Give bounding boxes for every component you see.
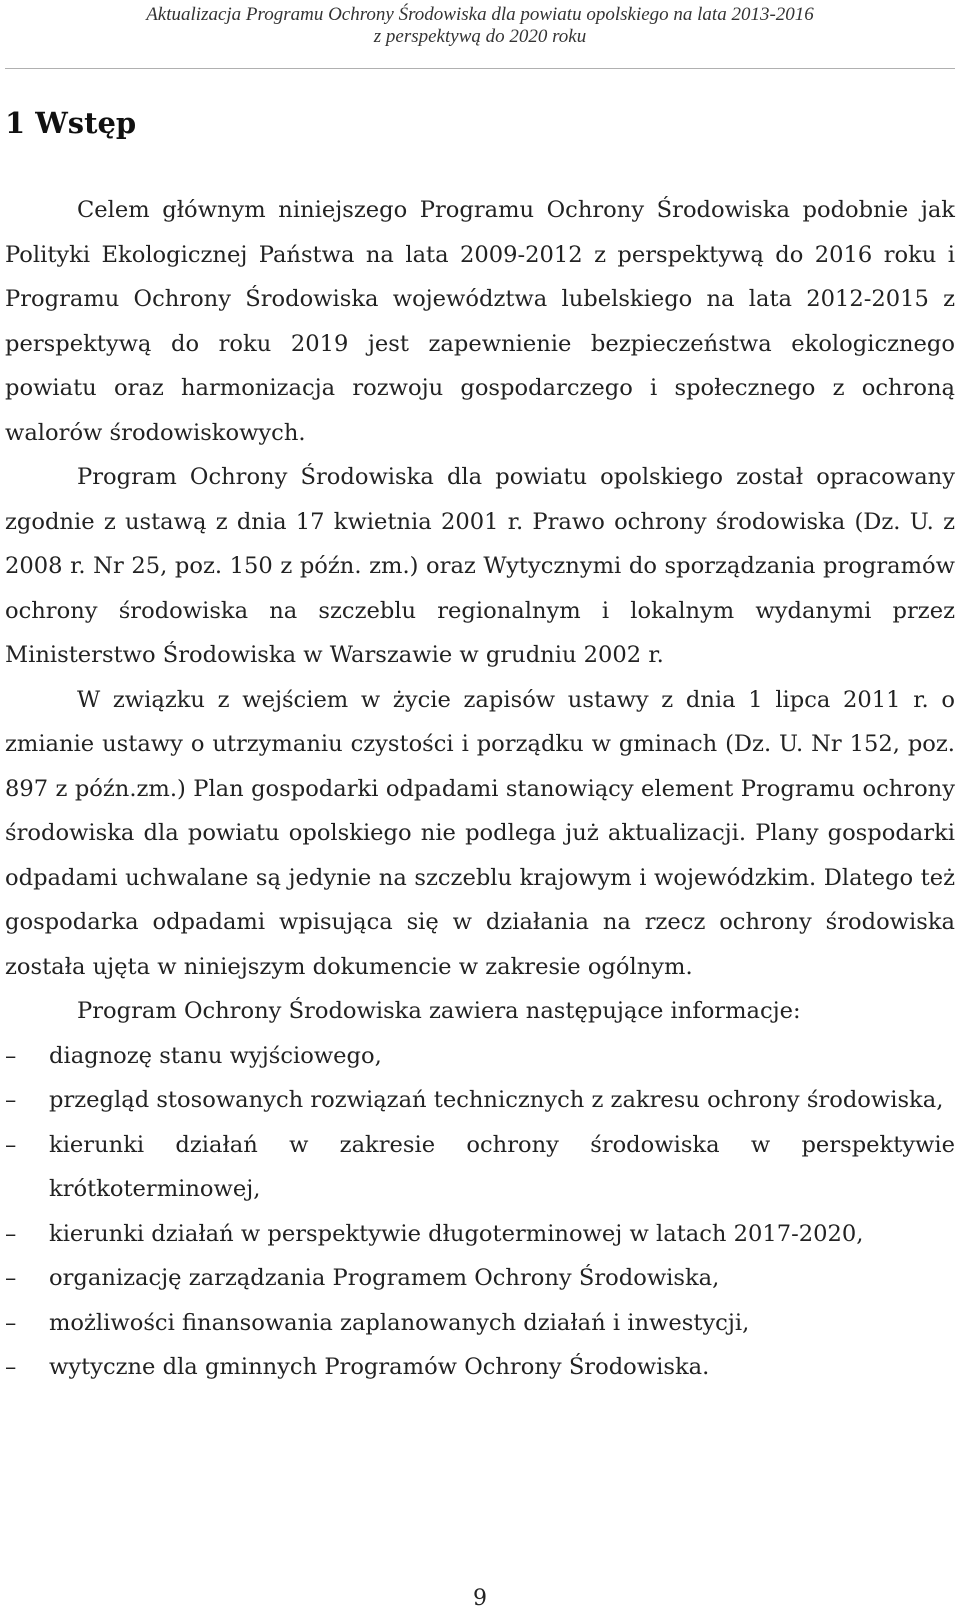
list-marker: – <box>5 1087 17 1113</box>
paragraph-waste-plan: W związku z wejściem w życie zapisów ustawy z dnia 1 lipca 2011 r. o zmianie ustawy o utrzymaniu czystości i porządku w gminach (Dz. U. Nr 152, poz. 897 z późn.zm.) Plan gospodarki odpadami stanowiący element Programu ochrony środowiska dla powiatu opolskiego nie podlega już aktualizacji. Plany gospodarki odpadami uchwalane są jedynie na szczeblu krajowym i wojewódzkim. Dlatego też gospodarka odpadami wpisująca się w działania na rzecz ochrony środowiska została ujęta w niniejszym dokumencie w zakresie ogólnym. <box>5 686 955 980</box>
list-marker: – <box>5 1042 17 1069</box>
paragraph-contents-intro: Program Ochrony Środowiska zawiera następujące informacje: <box>77 998 801 1024</box>
header-title-line-1: Aktualizacja Programu Ochrony Środowiska dla powiatu opolskiego na lata 2013-2016 <box>146 4 814 25</box>
list-marker: – <box>5 1131 17 1158</box>
page-header <box>0 4 960 48</box>
list-item-text: kierunki działań w zakresie ochrony środowiska w perspektywie krótkoterminowej, <box>49 1131 955 1202</box>
chapter-title: Wstęp <box>35 106 137 140</box>
list-item <box>5 1078 955 1123</box>
list-marker: – <box>5 1354 17 1380</box>
list-marker: – <box>5 1220 17 1247</box>
page-number: 9 <box>473 1586 487 1611</box>
list-item <box>5 1256 955 1301</box>
chapter-number: 1 <box>5 106 26 140</box>
list-item-text: możliwości finansowania zaplanowanych działań i inwestycji, <box>49 1309 750 1336</box>
list-item <box>5 1345 955 1390</box>
list-item-text: kierunki działań w perspektywie długoterminowej w latach 2017-2020, <box>49 1220 864 1247</box>
list-item <box>5 1301 955 1346</box>
paragraph-legal-basis: Program Ochrony Środowiska dla powiatu opolskiego został opracowany zgodnie z ustawą z dnia 17 kwietnia 2001 r. Prawo ochrony środowiska (Dz. U. z 2008 r. Nr 25, poz. 150 z późn. zm.) oraz Wytycznymi do sporządzania programów ochrony środowiska na szczeblu regionalnym i lokalnym wydanymi przez Ministerstwo Środowiska w Warszawie w grudniu 2002 r. <box>5 464 955 668</box>
chapter-heading <box>5 103 136 143</box>
list-marker: – <box>5 1265 17 1291</box>
list-item-text: organizację zarządzania Programem Ochrony Środowiska, <box>49 1265 720 1291</box>
header-title-line-2: z perspektywą do 2020 roku <box>373 26 587 47</box>
list-item-text: wytyczne dla gminnych Programów Ochrony Środowiska. <box>49 1354 710 1380</box>
paragraph-goal: Celem głównym niniejszego Programu Ochrony Środowiska podobnie jak Polityki Ekologicznej Państwa na lata 2009-2012 z perspektywą do 2016 roku i Programu Ochrony Środowiska województwa lubelskiego na lata 2012-2015 z perspektywą do roku 2019 jest zapewnienie bezpieczeństwa ekologicznego powiatu oraz harmonizacja rozwoju gospodarczego i społecznego z ochroną walorów środowiskowych. <box>5 197 955 446</box>
list-marker: – <box>5 1309 17 1336</box>
header-divider <box>5 68 955 69</box>
list-item-text: przegląd stosowanych rozwiązań technicznych z zakresu ochrony środowiska, <box>49 1087 944 1113</box>
contents-list <box>5 1034 955 1390</box>
list-item-text: diagnozę stanu wyjściowego, <box>49 1042 382 1069</box>
body-text <box>5 188 955 1390</box>
list-item <box>5 1123 955 1212</box>
list-item <box>5 1034 955 1079</box>
list-item <box>5 1212 955 1257</box>
